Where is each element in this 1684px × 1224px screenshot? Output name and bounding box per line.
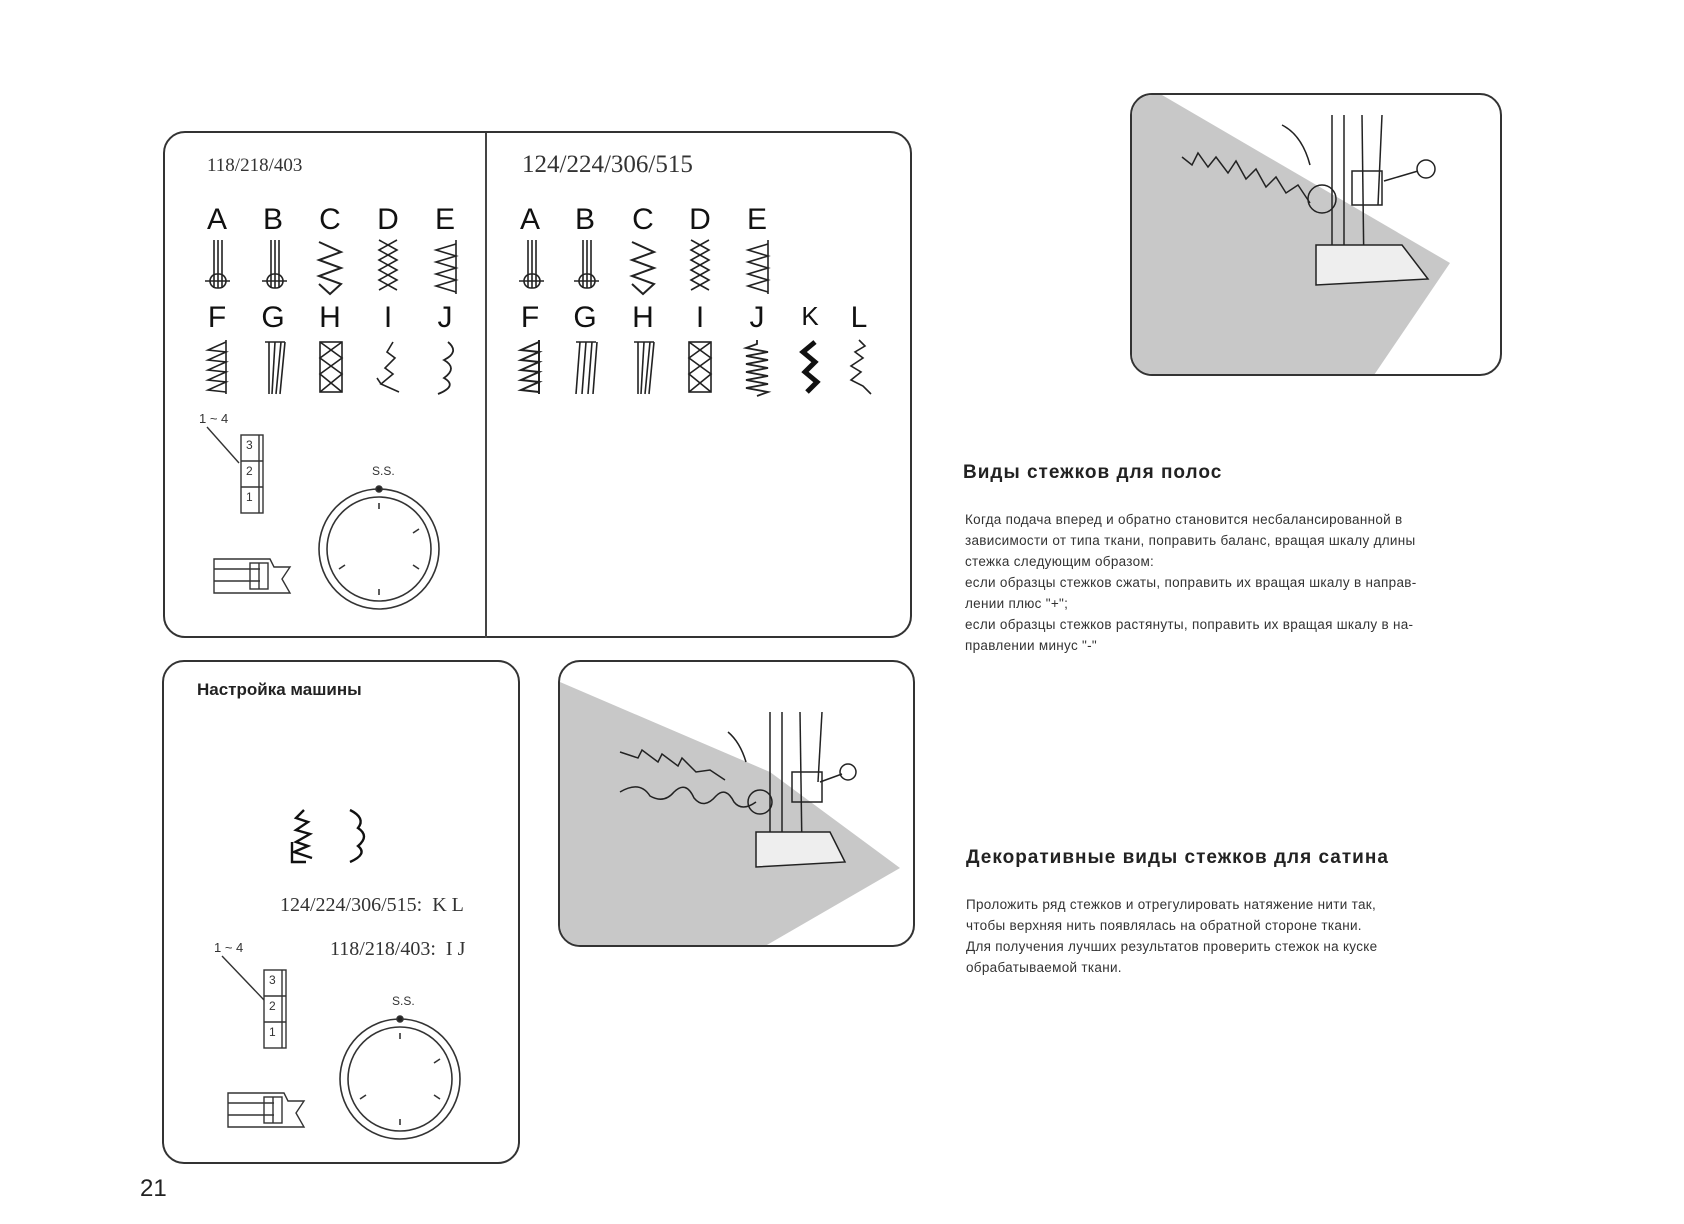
right-letter-i: I — [695, 301, 705, 334]
left-letter-h: H — [319, 301, 341, 334]
dial-label: S.S. — [372, 464, 395, 478]
stripe-stitches-heading: Виды стежков для полос — [963, 462, 1223, 483]
setup-line-2: 118/218/403: I J — [330, 938, 466, 960]
machine-setup-title: Настройка машины — [197, 680, 362, 699]
machine-setup-panel — [162, 660, 520, 1164]
stitch-stretch-icon — [570, 338, 600, 398]
left-letter-b: B — [262, 203, 283, 236]
stitch-lattice-icon — [373, 238, 403, 298]
setup-line-1: 124/224/306/515: K L — [280, 894, 464, 916]
left-letter-a: A — [206, 203, 227, 236]
right-letter-f: F — [520, 301, 540, 334]
left-letter-i: I — [383, 301, 393, 334]
dial-label: S.S. — [392, 994, 415, 1008]
stitch-satin-bold-icon — [795, 338, 825, 398]
stitch-overlock-icon — [628, 338, 658, 398]
paragraph-line: зависимости от типа ткани, поправить баланс, вращая шкалу длины — [965, 533, 1416, 548]
paragraph-line: стежка следующим образом: — [965, 554, 1155, 569]
right-letter-c: C — [632, 203, 654, 236]
stitch-box-icon — [316, 338, 346, 398]
stitch-length-dial-icon — [336, 1015, 466, 1145]
satin-sewing-illustration — [558, 660, 915, 947]
stitch-triple-zigzag-icon — [430, 238, 460, 298]
tension-dial-icon — [214, 952, 294, 1052]
right-letter-k: K — [801, 301, 819, 331]
right-letter-h: H — [632, 301, 654, 334]
left-letter-f: F — [207, 301, 227, 334]
left-letter-j: J — [437, 301, 453, 334]
stitch-zigzag-icon — [315, 238, 345, 298]
right-letter-j: J — [749, 301, 765, 334]
satin-stitches-heading: Декоративные виды стежков для сатина — [966, 847, 1389, 868]
right-letter-a: A — [519, 203, 540, 236]
stitch-lattice-icon — [685, 238, 715, 298]
paragraph-line: если образцы стежков сжаты, поправить их вращая шкалу в направ- — [965, 575, 1417, 590]
tension-range-label: 1 ~ 4 — [214, 940, 244, 955]
page-number: 21 — [140, 1175, 167, 1202]
stitch-scallop-icon — [342, 806, 372, 866]
chart-divider — [485, 133, 487, 638]
stitch-straight-icon — [515, 238, 545, 298]
paragraph-line: если образцы стежков растянуты, поправить их вращая шкалу в на- — [965, 617, 1414, 632]
tension-mark-3: 3 — [269, 973, 276, 987]
paragraph-line: Для получения лучших результатов проверить стежок на куске — [966, 939, 1378, 954]
satin-stitches-body — [966, 894, 1566, 978]
right-letter-l: L — [850, 301, 868, 334]
sewing-machine-foot-illustration — [560, 662, 915, 947]
stitch-straight-icon — [258, 238, 288, 298]
stitch-overlock-icon — [259, 338, 289, 398]
paragraph-line: чтобы верхняя нить появлялась на обратной стороне ткани. — [966, 918, 1362, 933]
tension-dial-icon — [199, 423, 279, 523]
right-letter-g: G — [573, 301, 597, 334]
stitch-box-icon — [685, 338, 715, 398]
stitch-satin-wave-icon — [843, 338, 873, 398]
paragraph-line: Проложить ряд стежков и отрегулировать натяжение нити так, — [966, 897, 1377, 912]
tension-mark-1: 1 — [246, 490, 253, 504]
tension-mark-2: 2 — [269, 999, 276, 1013]
left-letter-g: G — [261, 301, 285, 334]
stitch-satin-leaf-icon — [373, 338, 403, 398]
left-model-label: 118/218/403 — [207, 155, 303, 176]
right-model-label: 124/224/306/515 — [522, 151, 693, 178]
stripe-stitches-body — [965, 509, 1565, 656]
tension-mark-1: 1 — [269, 1025, 276, 1039]
stitch-straight-icon — [570, 238, 600, 298]
paragraph-line: Когда подача вперед и обратно становится несбалансированной в — [965, 512, 1403, 527]
stitch-blind-hem-icon — [515, 338, 545, 398]
stitch-triple-zigzag-icon — [742, 238, 772, 298]
stitch-satin-leaf-icon — [286, 806, 320, 866]
paragraph-line: лении плюс "+"; — [965, 596, 1069, 611]
paragraph-line: обрабатываемой ткани. — [966, 960, 1122, 975]
left-letter-e: E — [434, 203, 455, 236]
tension-range-label: 1 ~ 4 — [199, 411, 229, 426]
right-letter-d: D — [689, 203, 711, 236]
presser-foot-icon — [224, 1087, 314, 1137]
stitch-scallop-icon — [430, 338, 460, 398]
right-letter-e: E — [746, 203, 767, 236]
left-letter-c: C — [319, 203, 341, 236]
tension-mark-2: 2 — [246, 464, 253, 478]
stripe-sewing-illustration — [1130, 93, 1502, 376]
right-letter-b: B — [574, 203, 595, 236]
stitch-zigzag-icon — [628, 238, 658, 298]
stitch-blind-hem-icon — [202, 338, 232, 398]
stitch-straight-icon — [201, 238, 231, 298]
paragraph-line: правлении минус "-" — [965, 638, 1098, 653]
stitch-length-dial-icon — [315, 485, 445, 615]
left-letter-d: D — [377, 203, 399, 236]
stitch-chart-panel — [163, 131, 912, 638]
presser-foot-icon — [210, 553, 300, 603]
stitch-dense-zigzag-icon — [742, 338, 772, 398]
tension-mark-3: 3 — [246, 438, 253, 452]
sewing-machine-foot-illustration — [1132, 95, 1502, 376]
